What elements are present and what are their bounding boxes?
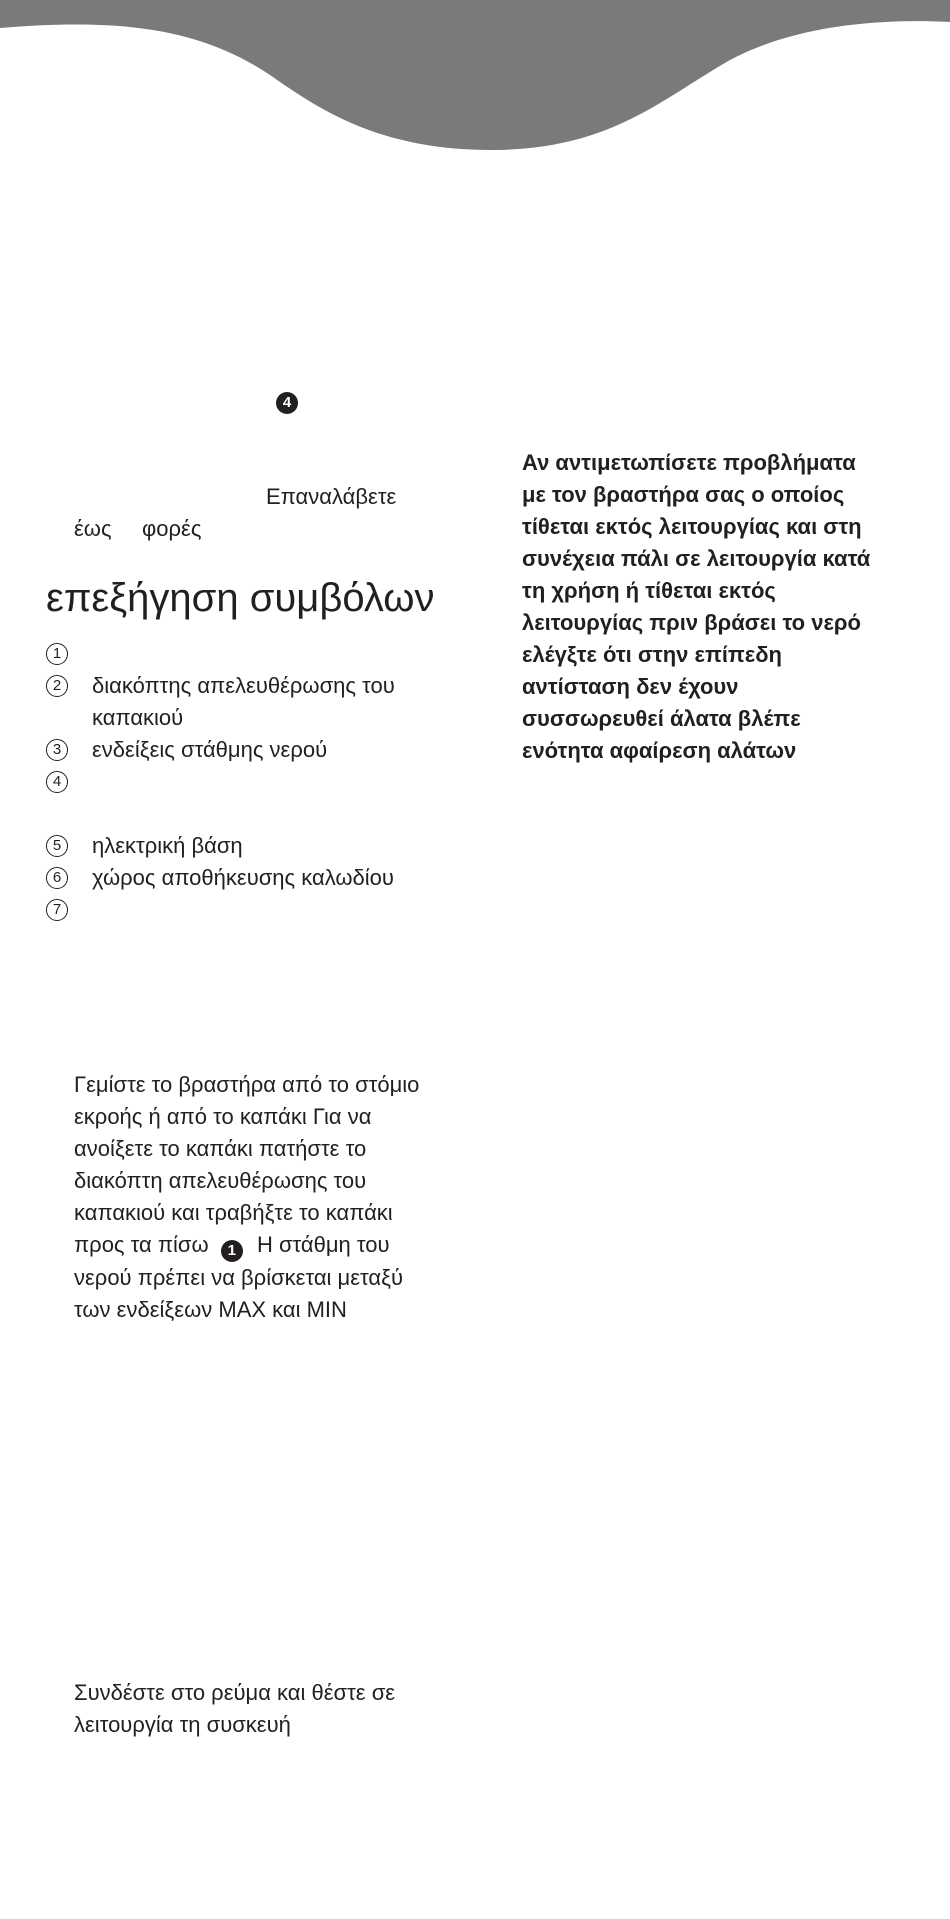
warning-line: με τον βραστήρα σας ο οποίος — [522, 482, 845, 507]
fill-line: καπακιού και τραβήξτε το καπάκι — [74, 1200, 393, 1225]
warning-line: συσσωρευθεί άλατα βλέπε — [522, 706, 801, 731]
symbol-number: 6 — [46, 867, 68, 889]
symbol-number: 3 — [46, 739, 68, 761]
symbol-label: ενδείξεις στάθμης νερού — [92, 737, 328, 762]
warning-line: ελέγξτε ότι στην επίπεδη — [522, 642, 782, 667]
step-marker-4 — [276, 391, 298, 414]
figure-reference-1: 1 — [221, 1240, 243, 1262]
header-wave-decoration — [0, 0, 950, 160]
symbol-number: 4 — [46, 771, 68, 793]
fill-line-end: Η στάθμη του — [256, 1232, 390, 1257]
fill-line-start: προς τα πίσω — [74, 1232, 209, 1257]
fill-line: εκροής ή από το καπάκι Για να — [74, 1104, 372, 1129]
step-number-badge: 4 — [276, 392, 298, 414]
fill-line-with-marker — [74, 1229, 419, 1262]
symbol-label: ηλεκτρική βάση — [92, 833, 243, 858]
fill-line: νερού πρέπει να βρίσκεται μεταξύ — [74, 1265, 404, 1290]
fill-line: Γεμίστε το βραστήρα από το στόμιο — [74, 1072, 420, 1097]
connect-line: λειτουργία τη συσκευή — [74, 1712, 291, 1737]
warning-line: λειτουργίας πριν βράσει το νερό — [522, 610, 861, 635]
repeat-note-line2-end: φορές — [142, 516, 202, 541]
fill-line: ανοίξετε το καπάκι πατήστε το — [74, 1136, 367, 1161]
descaling-warning — [522, 447, 870, 767]
fill-line: διακόπτη απελευθέρωσης του — [74, 1168, 367, 1193]
symbol-number: 1 — [46, 643, 68, 665]
fill-instructions — [74, 1069, 419, 1326]
warning-line: τη χρήση ή τίθεται εκτός — [522, 578, 776, 603]
repeat-note-line1: Επαναλάβετε — [266, 484, 397, 509]
warning-line: Αν αντιμετωπίσετε προβλήματα — [522, 450, 856, 475]
warning-line: συνέχεια πάλι σε λειτουργία κατά — [522, 546, 871, 571]
warning-line: τίθεται εκτός λειτουργίας και στη — [522, 514, 862, 539]
header-wave-shape — [0, 0, 950, 150]
symbol-label-continued: καπακιού — [92, 705, 184, 730]
symbol-label: διακόπτης απελευθέρωσης του — [92, 673, 395, 698]
warning-line: αντίσταση δεν έχουν — [522, 674, 739, 699]
connect-line: Συνδέστε στο ρεύμα και θέστε σε — [74, 1680, 396, 1705]
symbol-label: χώρος αποθήκευσης καλωδίου — [92, 865, 394, 890]
connect-instructions — [74, 1677, 395, 1741]
symbol-number: 7 — [46, 899, 68, 921]
fill-line: των ενδείξεων MAX και MIN — [74, 1297, 347, 1322]
symbol-number: 5 — [46, 835, 68, 857]
symbols-section-title: επεξήγηση συμβόλων — [46, 576, 435, 620]
symbol-number: 2 — [46, 675, 68, 697]
repeat-note-line2-start: έως — [74, 516, 112, 541]
warning-line: ενότητα αφαίρεση αλάτων — [522, 738, 797, 763]
